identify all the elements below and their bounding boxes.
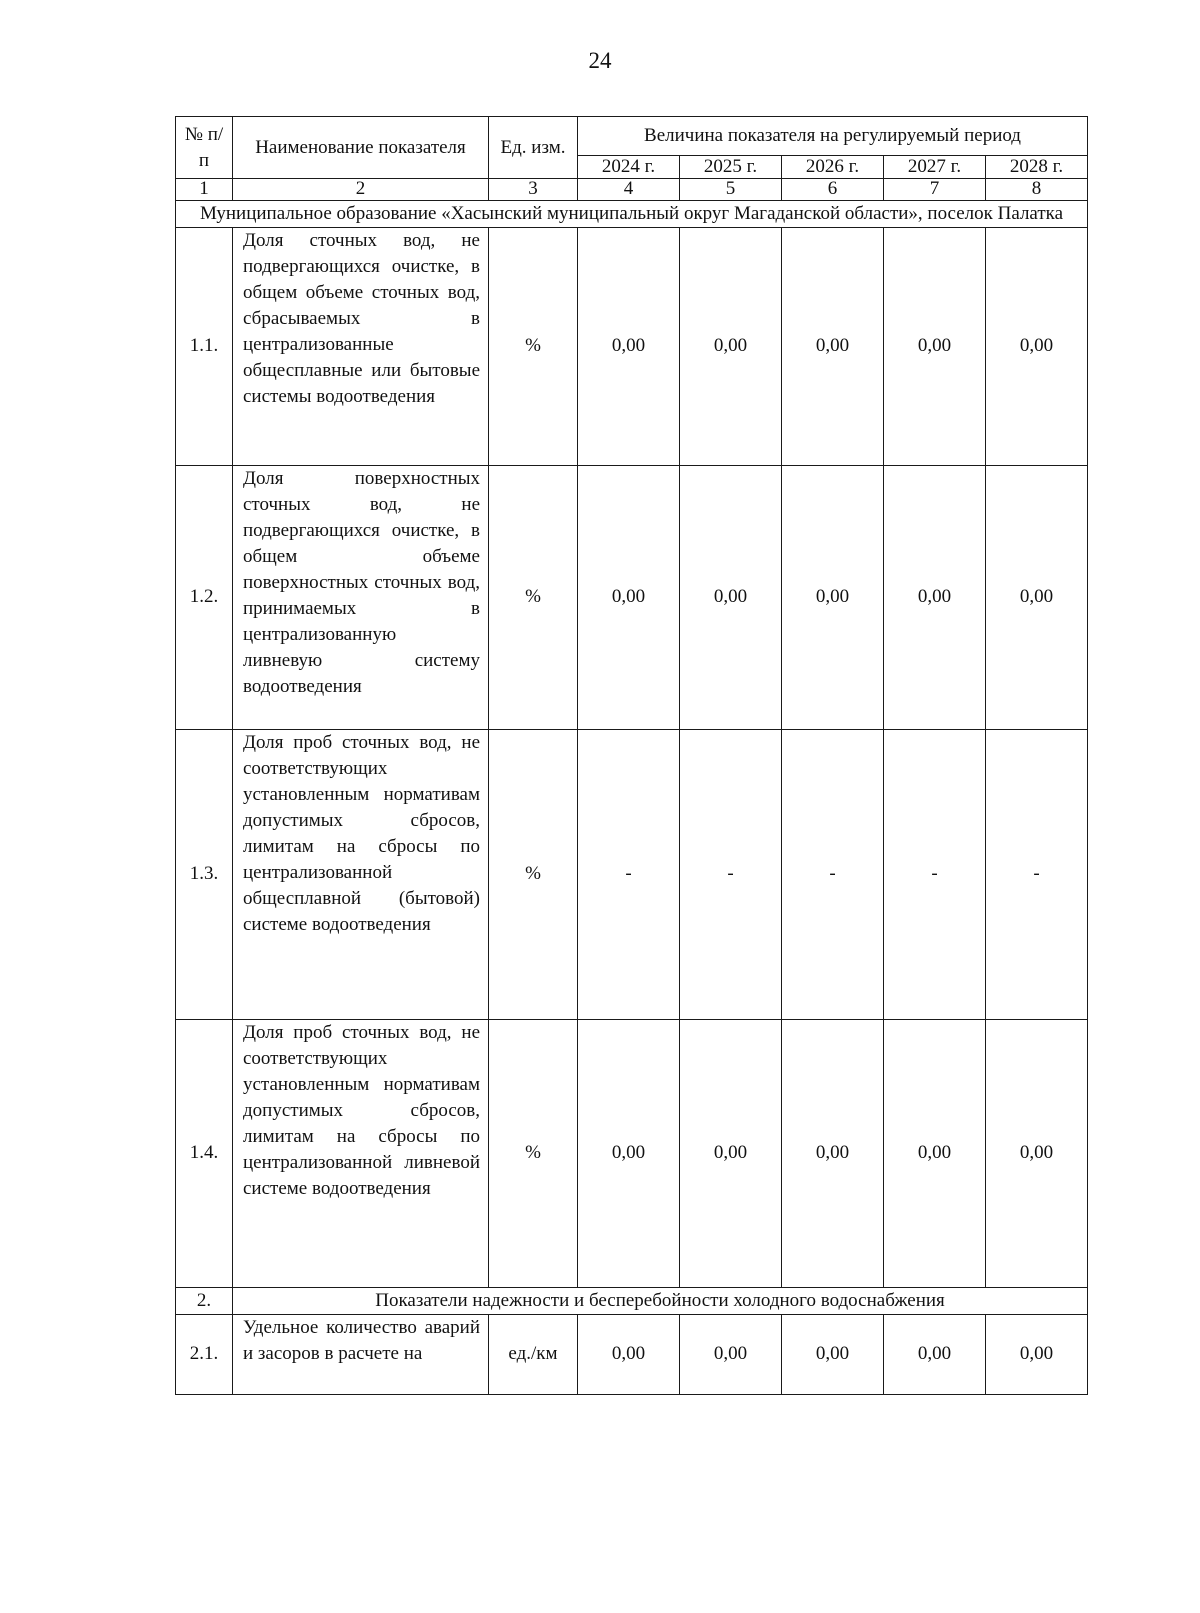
indicators-table <box>175 116 1088 1395</box>
row-name: Удельное количество аварий и засоров в расчете на <box>233 1315 489 1395</box>
header-row <box>176 117 1088 156</box>
header-unit: Ед. изм. <box>489 117 578 179</box>
header-num: № п/п <box>176 117 233 179</box>
row-num: 2.1. <box>176 1315 233 1395</box>
row-value: 0,00 <box>578 466 680 730</box>
section-2-num: 2. <box>176 1288 233 1315</box>
row-unit: ед./км <box>489 1315 578 1395</box>
row-name: Доля поверхностных сточных вод, не подвергающихся очистке, в общем объеме поверхностных сточных вод, принимаемых в централизованную ливневую систему водоотведения <box>233 466 489 730</box>
column-number: 8 <box>986 179 1088 201</box>
section-2-title-row <box>176 1288 1088 1315</box>
row-value: 0,00 <box>578 228 680 466</box>
row-value: 0,00 <box>986 466 1088 730</box>
header-year: 2024 г. <box>578 155 680 179</box>
row-num: 1.1. <box>176 228 233 466</box>
row-value: 0,00 <box>680 1315 782 1395</box>
row-num: 1.4. <box>176 1020 233 1288</box>
row-value: 0,00 <box>578 1315 680 1395</box>
row-value: 0,00 <box>986 1020 1088 1288</box>
header-year: 2027 г. <box>884 155 986 179</box>
column-number: 2 <box>233 179 489 201</box>
row-value: 0,00 <box>680 228 782 466</box>
row-unit: % <box>489 1020 578 1288</box>
header-name: Наименование показателя <box>233 117 489 179</box>
column-number: 7 <box>884 179 986 201</box>
row-value: 0,00 <box>680 1020 782 1288</box>
table-row <box>176 466 1088 730</box>
row-value: 0,00 <box>986 228 1088 466</box>
section-2-title: Показатели надежности и бесперебойности холодного водоснабжения <box>233 1288 1088 1315</box>
row-value: 0,00 <box>782 466 884 730</box>
row-name: Доля проб сточных вод, не соответствующих установленным нормативам допустимых сбросов, лимитам на сбросы по централизованной общесплавной (бытовой) системе водоотведения <box>233 730 489 1020</box>
header-period: Величина показателя на регулируемый период <box>578 117 1088 156</box>
row-value: - <box>680 730 782 1020</box>
header-year: 2026 г. <box>782 155 884 179</box>
row-value: 0,00 <box>884 228 986 466</box>
row-value: 0,00 <box>782 228 884 466</box>
row-value: - <box>986 730 1088 1020</box>
table-row <box>176 1020 1088 1288</box>
row-value: 0,00 <box>986 1315 1088 1395</box>
table-row <box>176 730 1088 1020</box>
row-name: Доля сточных вод, не подвергающихся очистке, в общем объеме сточных вод, сбрасываемых в централизованные общесплавные или бытовые системы водоотведения <box>233 228 489 466</box>
table-row <box>176 1315 1088 1395</box>
row-value: - <box>884 730 986 1020</box>
column-number: 1 <box>176 179 233 201</box>
row-unit: % <box>489 466 578 730</box>
column-number: 3 <box>489 179 578 201</box>
section-1-title: Муниципальное образование «Хасынский муниципальный округ Магаданской области», поселок Палатка <box>176 201 1088 228</box>
column-number: 5 <box>680 179 782 201</box>
column-number: 4 <box>578 179 680 201</box>
column-numbers-row <box>176 179 1088 201</box>
row-name: Доля проб сточных вод, не соответствующих установленным нормативам допустимых сбросов, лимитам на сбросы по централизованной ливневой системе водоотведения <box>233 1020 489 1288</box>
header-year: 2025 г. <box>680 155 782 179</box>
row-num: 1.3. <box>176 730 233 1020</box>
row-value: 0,00 <box>680 466 782 730</box>
row-value: 0,00 <box>884 466 986 730</box>
row-value: - <box>782 730 884 1020</box>
column-number: 6 <box>782 179 884 201</box>
header-year: 2028 г. <box>986 155 1088 179</box>
row-value: 0,00 <box>782 1020 884 1288</box>
row-value: 0,00 <box>884 1315 986 1395</box>
row-value: 0,00 <box>782 1315 884 1395</box>
row-unit: % <box>489 228 578 466</box>
row-value: 0,00 <box>578 1020 680 1288</box>
row-unit: % <box>489 730 578 1020</box>
table-row <box>176 228 1088 466</box>
page-number: 24 <box>588 48 612 73</box>
row-num: 1.2. <box>176 466 233 730</box>
row-value: - <box>578 730 680 1020</box>
row-value: 0,00 <box>884 1020 986 1288</box>
section-1-title-row <box>176 201 1088 228</box>
